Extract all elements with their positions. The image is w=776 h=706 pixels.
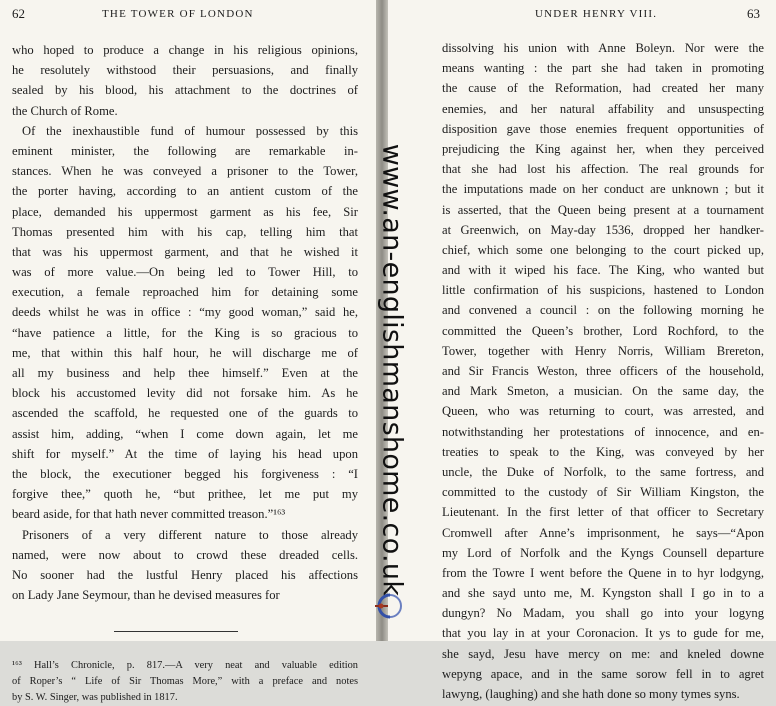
text-line: beard aside, for that hath never committed treason.”¹⁶³ [12, 507, 286, 522]
text-line: he resolutely withstood their persuasions, and finally [12, 63, 358, 78]
text-line: and Sir Francis Weston, three officers of the household, [442, 364, 764, 378]
text-line: the block, the executioner begged his forgiveness : “I [12, 466, 358, 481]
text-line: execution, a female reproached him for detaining some [12, 285, 358, 300]
text-line: named, were now about to crowd these dreaded cells. [12, 547, 358, 562]
text-line: was of more value.—On being led to Tower Hill, to [12, 265, 358, 280]
watermark-text: www.an-englishmanshome.co.uk [376, 143, 408, 597]
right-page-header [442, 6, 764, 28]
text-line: my Lord of Norfolk and the Kyngs Counsell departure [442, 545, 764, 560]
text-line: the Church of Rome. [12, 103, 118, 118]
text-line: Thomas presented him with his cap, telling him that [12, 224, 358, 239]
text-line: No sooner had the lustful Henry placed his affections [12, 567, 358, 582]
right-page-number: 63 [747, 6, 760, 21]
text-line: me, that within this half hour, he will discharge me of [12, 345, 358, 360]
text-line: the cause of the Reformation, had created her many [442, 81, 764, 96]
text-line: prejudicing the King against her, when they perceived [442, 141, 764, 156]
text-line: enemies, and her natural affability and unsuspecting [442, 101, 764, 116]
text-line: that you lay in at your Coronacion. It ys to gude for me, [442, 626, 764, 641]
right-running-head: UNDER HENRY VIII. [535, 8, 658, 20]
text-line: the porter having, according to an antient custom of the [12, 184, 358, 199]
text-line: treaties to speak to the King, was conveyed by her [442, 444, 764, 459]
footnote-line: of Roper’s “ Life of Sir Thomas More,” with a preface and notes [12, 676, 358, 688]
footnotes [12, 658, 358, 706]
text-line: all my business and help thee himself.” Even at the [12, 366, 358, 380]
text-line: wepyng apace, and in the same sorow fell in to agret [442, 666, 764, 681]
text-line: assist him, adding, “when I come down again, let me [12, 426, 358, 441]
text-line: the imputations made on her conduct are unknown ; but it [442, 182, 764, 197]
footnote-line: by S. W. Singer, was published in 1817. [12, 692, 178, 704]
text-line: at Greenwich, on May-day 1536, dropped her handker- [442, 222, 764, 237]
text-line: chief, which some one belonging to the court picked up, [442, 242, 764, 257]
left-page-header [12, 6, 358, 28]
right-page-body [442, 38, 764, 704]
text-line: little confirmation of his suspicions, hastened to London [442, 283, 764, 298]
text-line: is asserted, that the Queen being present at a tournament [442, 202, 764, 217]
text-line: from the Towre I went before the Quene in to hyr lodgyng, [442, 565, 764, 580]
text-line: Tower, together with Henry Norris, William Brereton, [442, 343, 764, 358]
text-line: Cromwell after Anne’s imprisonment, he says—“Apon [442, 525, 764, 540]
text-line: that was his uppermost garment, and that he wished it [12, 244, 358, 259]
text-line: deeds whilst he was in office : “my good woman,” said he, [12, 305, 358, 320]
text-line: disposition gave those enemies frequent opportunities of [442, 121, 764, 136]
text-line: dissolving his union with Anne Boleyn. Nor were the [442, 41, 764, 55]
watermark [368, 143, 416, 597]
text-line: uncle, the Duke of Norfolk, to the same fortress, and [442, 464, 764, 479]
text-line: ascended the scaffold, he requested one of the guards to [12, 406, 358, 421]
text-line: and with it wiped his face. The King, who wanted but [442, 263, 764, 278]
footnote-line: ¹⁶³ Hall’s Chronicle, p. 817.—A very neat and valuable edition [12, 660, 358, 672]
text-line: block his accustomed levity did not forsake him. As he [12, 386, 358, 401]
text-line: Prisoners of a very different nature to those already [22, 527, 358, 542]
left-page-body [12, 40, 358, 605]
right-page [388, 0, 776, 701]
text-line: “have patience a little, for the King is so gracious to [12, 325, 358, 340]
text-line: committed the Queen’s brother, Lord Rochford, to the [442, 323, 764, 338]
watermark-logo-icon [375, 592, 403, 620]
text-line: who hoped to produce a change in his religious opinions, [12, 43, 358, 57]
text-line: dungyn? No Madam, you shall go into your logyng [442, 606, 764, 621]
text-line: sealed by his blood, his attachment to the doctrines of [12, 83, 358, 98]
text-line: notwithstanding her protestations of innocence, and en- [442, 424, 764, 439]
text-line: and she sayd unto me, M. Kyngston shall I go in to a [442, 586, 764, 601]
left-page-number: 62 [12, 6, 25, 21]
text-line: that she had lost his affection. The real grounds for [442, 162, 764, 177]
text-line: and convened a council : on the following morning he [442, 303, 764, 318]
text-line: forgive thee,” quoth he, “but prithee, let me put my [12, 487, 358, 502]
text-line: she sayd, Jesu have mercy on me: and kneled downe [442, 646, 764, 661]
left-page [0, 0, 376, 704]
text-line: stances. When he was conveyed a prisoner to the Tower, [12, 164, 358, 179]
text-line: Queen, who was returning to court, was arrested, and [442, 404, 764, 419]
text-line: Lieutenant. In the first letter of that officer to Secretary [442, 505, 764, 520]
text-line: on Lady Jane Seymour, than he devised measures for [12, 588, 280, 603]
text-line: and Mark Smeton, a musician. On the same day, the [442, 384, 764, 399]
text-line: lawyng, (laughing) and she hath done so mony tymes syns. [442, 687, 740, 701]
text-line: eminent minister, the following are remarkable in- [12, 143, 358, 158]
left-running-head: THE TOWER OF LONDON [102, 8, 254, 20]
text-line: means wanting : the part she had taken in promoting [442, 61, 764, 76]
text-line: place, demanded his uppermost garment as his fee, Sir [12, 204, 358, 219]
text-line: shift for myself.” At the time of laying his head upon [12, 446, 358, 461]
text-line: committed to the custody of Sir William Kingston, the [442, 485, 764, 500]
footnote-rule [114, 631, 238, 632]
text-line: Of the inexhaustible fund of humour possessed by this [22, 123, 358, 138]
